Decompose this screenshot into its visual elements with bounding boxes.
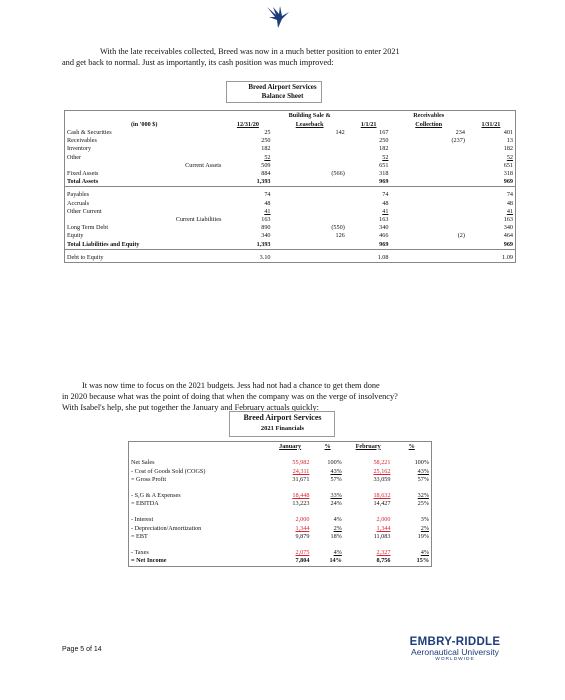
bs-col-header: 12/31/20	[236, 121, 259, 128]
balance-sheet-header	[65, 120, 515, 129]
table-row: Accruals 48 48 48	[67, 199, 513, 207]
fin-col-header: January	[279, 442, 302, 450]
table-row: Equity 340 126 466 (2) 464	[67, 232, 513, 240]
table-row-subtotal: Current Assets 509 651 651	[185, 161, 513, 169]
brand-name: EMBRY-RIDDLE	[409, 636, 501, 648]
table-row: - Interest 2,000 4% 2,000 3%	[131, 515, 429, 523]
table-row: Cash & Securities 25 142 167 234 401	[67, 129, 513, 136]
table-row: Payables 74 74 74	[67, 191, 513, 199]
eagle-logo-icon	[263, 4, 293, 30]
table-row: Net Sales 55,982 100% 58,221 100%	[131, 459, 429, 466]
table-row: Fixed Assets 884 (566) 318 318	[67, 170, 513, 178]
table-row: Inventory 182 182 182	[67, 145, 513, 153]
brand-subtitle: Aeronautical University	[411, 647, 499, 657]
financials-header	[129, 442, 431, 452]
bs-col-header-sale-line2: Leaseback	[295, 121, 324, 128]
row-gap	[129, 542, 431, 549]
table-row-total: Total Liabilities and Equity 1,393 969 969	[67, 240, 513, 248]
table-row: - Cost of Goods Sold (COGS) 24,311 43% 25,162 43%	[131, 467, 429, 475]
row-gap	[129, 452, 431, 459]
table-row: = EBITDA 13,223 24% 14,427 25%	[131, 500, 429, 508]
balance-sheet-table	[64, 110, 516, 263]
table-row: Receivables 250 250 (237) 13	[67, 137, 513, 145]
row-gap	[129, 509, 431, 516]
bs-col-header-sale-line1: Building Sale &	[288, 112, 331, 119]
bs-units-label: (in '000 $)	[130, 121, 158, 128]
balance-sheet-header-top	[65, 111, 515, 120]
brand-worldwide: WORLDWIDE	[435, 657, 475, 662]
row-gap	[129, 485, 431, 492]
page-number: Page 5 of 14	[62, 646, 102, 653]
table-row: - Depreciation/Amortization 1,344 2% 1,344 2%	[131, 524, 429, 532]
table-row: Other 52 52 52	[67, 153, 513, 161]
fin-col-header: February	[355, 442, 381, 450]
table-row-total: = Net Income 7,804 14% 8,756 15%	[131, 557, 429, 565]
table-row: - S,G & A Expenses 18,448 33% 18,632 32%	[131, 491, 429, 499]
table-row: = EBT 9,879 18% 11,083 19%	[131, 533, 429, 541]
table-row-subtotal: Current Liabilities 163 163 163	[175, 216, 513, 224]
bs-col-header-collection-line1: Receivables	[413, 112, 445, 119]
intro-paragraph: With the late receivables collected, Breed was now in a much better position to enter 2021 and get back to normal. Just as importantly, its cash position was much improved:	[62, 47, 400, 67]
erau-logo	[392, 636, 518, 662]
table-row: = Gross Profit 31,671 57% 33,059 57%	[131, 476, 429, 484]
balance-sheet-title: Breed Airport Services	[248, 83, 317, 91]
bs-col-header: 1/1/21	[360, 121, 377, 128]
financials-table	[128, 441, 432, 567]
table-row: Other Current 41 41 41	[67, 207, 513, 215]
table-row: Long Term Debt 890 (550) 340 340	[67, 224, 513, 232]
table-row-total: Total Assets 1,393 969 969	[67, 178, 513, 186]
bs-col-header: 1/31/21	[481, 121, 501, 128]
financials-subtitle: 2021 Financials	[260, 425, 305, 432]
transition-paragraph: It was now time to focus on the 2021 budgets. Jess had not had a chance to get them done in 2020 because what was the point of doing that when the company was on the verge of insolvency? With Isabel's help, she put together the January and February actuals quickly:	[62, 381, 398, 412]
table-row-ratio: Debt to Equity 3.10 1.08 1.09	[67, 253, 513, 261]
table-row: - Taxes 2,075 4% 2,327 4%	[131, 548, 429, 556]
fin-col-header: %	[408, 442, 415, 450]
balance-sheet-subtitle: Balance Sheet	[261, 92, 304, 100]
bs-col-header-collection-line2: Collection	[415, 121, 443, 128]
financials-title: Breed Airport Services	[243, 413, 322, 422]
fin-col-header: %	[324, 442, 331, 450]
